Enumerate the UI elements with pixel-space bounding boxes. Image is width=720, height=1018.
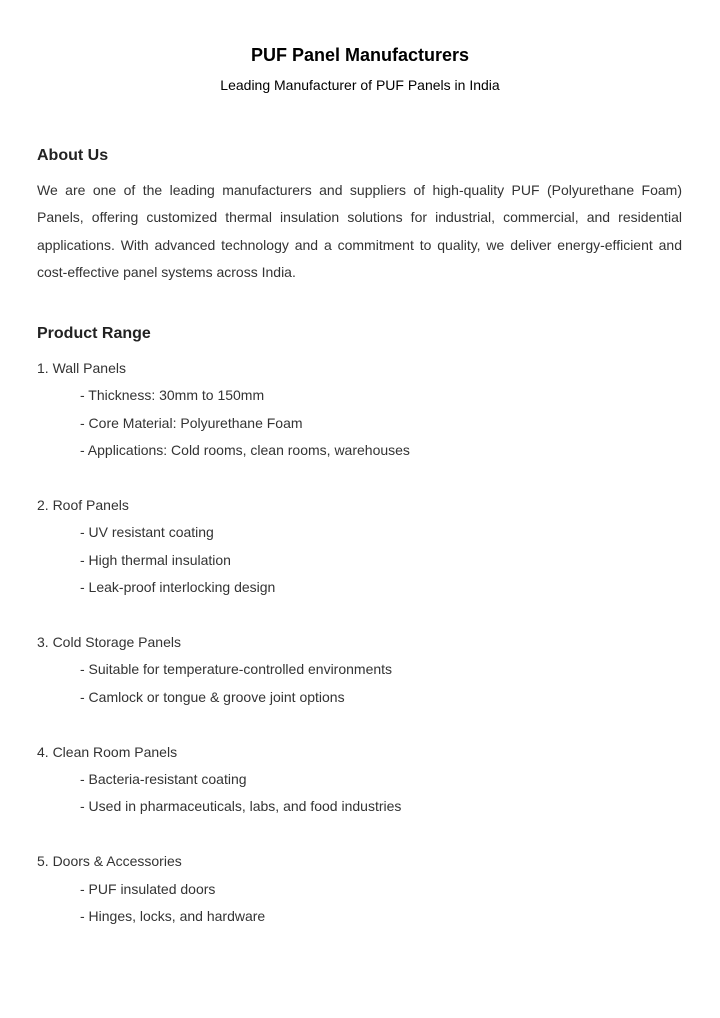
- product-name: 5. Doors & Accessories: [37, 853, 182, 870]
- page-subtitle: Leading Manufacturer of PUF Panels in India: [220, 77, 500, 93]
- product-range-list: [37, 355, 682, 958]
- product-detail: - PUF insulated doors: [80, 880, 216, 897]
- about-us-heading: About Us: [37, 147, 109, 164]
- product-detail: - UV resistant coating: [80, 524, 214, 541]
- product-detail: - Leak-proof interlocking design: [80, 579, 276, 596]
- page-title: PUF Panel Manufacturers: [250, 45, 470, 65]
- product-detail: - Camlock or tongue & groove joint options: [80, 688, 345, 705]
- product-name: 4. Clean Room Panels: [37, 743, 178, 760]
- product-detail: - Suitable for temperature-controlled environments: [80, 661, 393, 678]
- product-item-roof-panels: [37, 492, 682, 602]
- about-us-paragraph: We are one of the leading manufacturers and suppliers of high-quality PUF (Polyurethane Foam) Panels, offering customized thermal insulation solutions for industrial, commercial, and residential applications. With advanced technology and a commitment to quality, we deliver energy-efficient and cost-effective panel systems across India.: [37, 182, 682, 281]
- product-item-cold-storage-panels: [37, 629, 682, 711]
- product-item-doors-accessories: [37, 848, 682, 930]
- product-item-wall-panels: [37, 355, 682, 465]
- product-detail: - Thickness: 30mm to 150mm: [80, 387, 265, 404]
- product-detail: - Used in pharmaceuticals, labs, and food industries: [80, 798, 402, 815]
- product-detail: - Hinges, locks, and hardware: [80, 908, 266, 925]
- product-detail: - Core Material: Polyurethane Foam: [80, 414, 303, 431]
- product-name: 2. Roof Panels: [37, 497, 129, 514]
- product-detail: - Applications: Cold rooms, clean rooms, warehouses: [80, 442, 410, 459]
- product-detail: - High thermal insulation: [80, 551, 231, 568]
- product-name: 3. Cold Storage Panels: [37, 634, 181, 651]
- product-name: 1. Wall Panels: [37, 360, 126, 376]
- product-range-heading: Product Range: [37, 325, 151, 342]
- product-detail: - Bacteria-resistant coating: [80, 771, 247, 788]
- product-item-clean-room-panels: [37, 739, 682, 821]
